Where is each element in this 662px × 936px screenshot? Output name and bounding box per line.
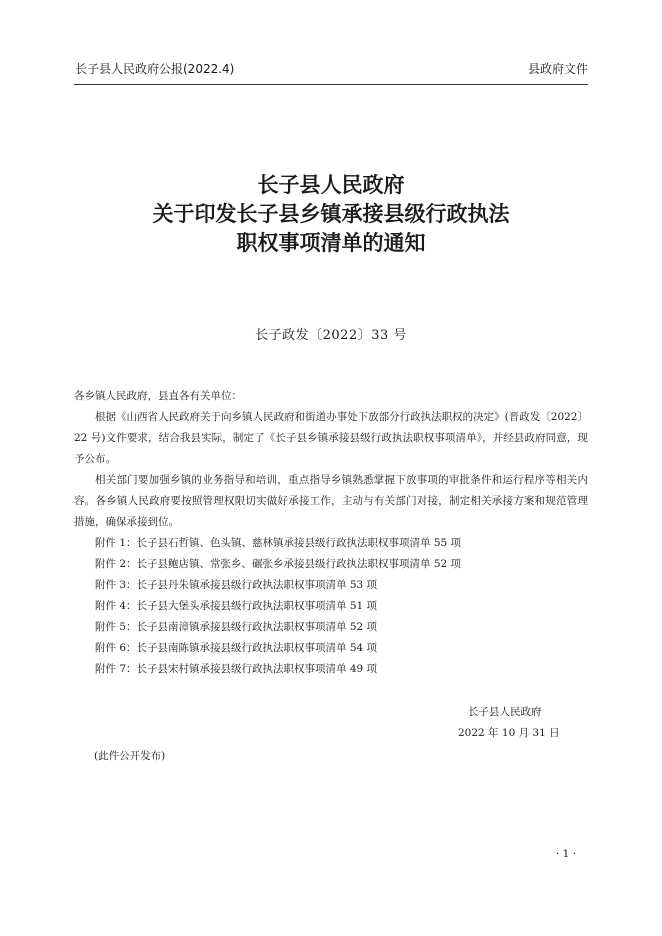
publish-note: (此件公开发布) <box>94 750 166 762</box>
signature-date: 2022 年 10 月 31 日 <box>458 727 560 739</box>
title-line-2: 关于印发长子县乡镇承接县级行政执法 <box>152 201 510 226</box>
running-header-right: 县政府文件 <box>527 62 588 76</box>
page-number: · 1 · <box>556 848 577 860</box>
document-title <box>74 170 588 257</box>
signature-organization: 长子县人民政府 <box>468 706 542 718</box>
title-line-3: 职权事项清单的通知 <box>236 230 426 255</box>
document-number: 长子政发〔2022〕33 号 <box>255 328 407 343</box>
attachment-item: 附件 7：长子县宋村镇承接县级行政执法职权事项清单 49 项 <box>95 663 378 675</box>
body-paragraph-1: 根据《山西省人民政府关于向乡镇人民政府和街道办事处下放部分行政执法职权的决定》(晋政发〔2022〕22 号)文件要求，结合我县实际，制定了《长子县乡镇承接县级行政执法职权事项清单》，并经县政府同意，现予公布。 <box>74 411 588 465</box>
attachment-item: 附件 3：长子县丹朱镇承接县级行政执法职权事项清单 53 项 <box>95 579 378 591</box>
title-line-1: 长子县人民政府 <box>257 172 405 197</box>
header-rule <box>74 84 588 85</box>
salutation: 各乡镇人民政府，县直各有关单位： <box>74 390 242 402</box>
body-paragraph-2: 相关部门要加强乡镇的业务指导和培训，重点指导乡镇熟悉掌握下放事项的审批条件和运行程序等相关内容。各乡镇人民政府要按照管理权限切实做好承接工作，主动与有关部门对接，制定相关承接方案和规范管理措施，确保承接到位。 <box>74 474 588 528</box>
attachment-item: 附件 2：长子县鲍店镇、常张乡、碾张乡承接县级行政执法职权事项清单 52 项 <box>95 558 462 570</box>
attachment-item: 附件 1：长子县石哲镇、色头镇、慈林镇承接县级行政执法职权事项清单 55 项 <box>95 537 462 549</box>
running-header-left: 长子县人民政府公报(2022.4) <box>75 62 235 76</box>
attachment-item: 附件 5：长子县南漳镇承接县级行政执法职权事项清单 52 项 <box>95 621 378 633</box>
attachment-item: 附件 4：长子县大堡头承接县级行政执法职权事项清单 51 项 <box>95 600 378 612</box>
document-body <box>74 386 588 680</box>
attachment-list <box>74 533 588 680</box>
attachment-item: 附件 6：长子县南陈镇承接县级行政执法职权事项清单 54 项 <box>95 642 378 654</box>
